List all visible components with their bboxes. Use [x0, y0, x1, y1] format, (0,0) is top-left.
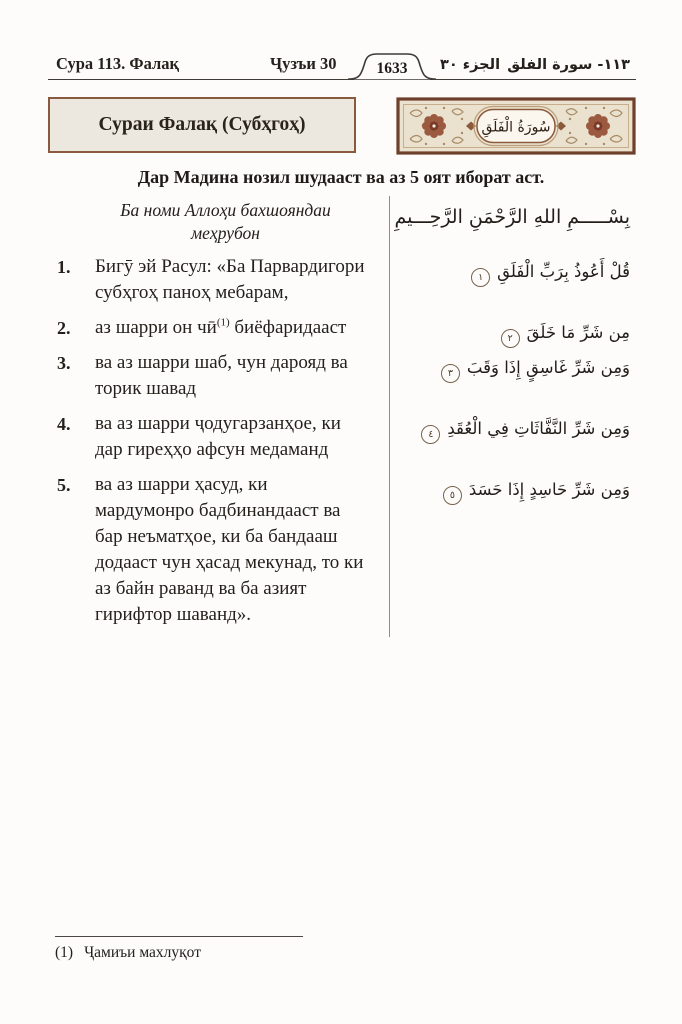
verse-text — [95, 315, 367, 341]
footnote-ref: (1) — [216, 316, 230, 329]
header-juz-label: Ҷузъи 30 — [270, 54, 337, 73]
footnote — [55, 944, 485, 962]
verse-text-after-note: биёфаридааст — [229, 317, 347, 338]
rosette-right-icon — [586, 114, 610, 138]
ayah-end-marker — [471, 268, 490, 287]
verse-arabic — [389, 254, 636, 315]
ayah-end-marker — [421, 425, 440, 444]
header-juz-arabic: الجزء ٣٠ — [440, 57, 501, 73]
header-sura-arabic: ١١٣- سورة الفلق — [507, 57, 630, 73]
verse-text: ва аз шарри ҳасуд, ки мардумонро бадбинандааст ва бар неъматҳое, ки ба бандааш додааст чун ҳасад мекунад, то ки аз байн раванд ва ба азият гирифтор шаванд». — [95, 474, 364, 625]
verse-text: Бигӯ эй Расул: «Ба Парвардигори субҳгоҳ паноҳ мебарам, — [95, 256, 365, 303]
banner-gap — [356, 97, 396, 155]
verse-number: 4. — [57, 414, 71, 434]
ornamental-frame — [396, 97, 636, 155]
basmala-arabic: بِسْـــــمِ اللهِ الرَّحْمَنِ الرَّحِـــيمِ — [389, 196, 636, 254]
verse-number: 2. — [57, 318, 71, 338]
verse-arabic-text: وَمِن شَرِّ غَاسِقٍ إِذَا وَقَبَ — [466, 358, 630, 377]
verse-number: 5. — [57, 475, 71, 495]
title-banner-row — [48, 97, 636, 155]
verse-arabic-text: قُلْ أَعُوذُ بِرَبِّ الْفَلَقِ — [497, 262, 630, 281]
verse-arabic — [389, 411, 636, 472]
verse-row — [48, 411, 389, 472]
verse-row — [48, 254, 389, 315]
ayah-end-marker — [501, 329, 520, 348]
verse-arabic — [389, 350, 636, 411]
footnote-text: Ҷамиъи махлуқот — [84, 944, 201, 961]
footnote-rule — [55, 936, 303, 937]
verse-text: ва аз шарри ҷодугарзанҳое, ки дар гиреҳҳо афсун медаманд — [95, 413, 341, 460]
footnote-marker: (1) — [55, 944, 74, 961]
basmala-translation: Ба номи Аллоҳи бахшояндаи меҳрубон — [120, 200, 331, 243]
verse-number: 3. — [57, 353, 71, 373]
verse-text-before-note: аз шарри он чӣ — [95, 317, 217, 338]
sura-title-text: Сураи Фалақ (Субҳгоҳ) — [98, 114, 306, 135]
verse-row — [48, 472, 389, 637]
verse-arabic-text: وَمِن شَرِّ حَاسِدٍ إِذَا حَسَدَ — [468, 480, 630, 499]
sura-title-box — [48, 97, 356, 153]
ayah-number: ٢ — [507, 333, 513, 344]
header-sura-label: Сура 113. Фалақ — [56, 54, 179, 73]
ayah-end-marker — [443, 486, 462, 505]
page-number: 1633 — [376, 60, 408, 77]
verse-arabic-text: وَمِن شَرِّ النَّفَّاثَاتِ فِي الْعُقَدِ — [447, 419, 630, 438]
revelation-note: Дар Мадина нозил шудааст ва аз 5 оят иборат аст. — [137, 167, 545, 187]
verse-number: 1. — [57, 257, 71, 277]
footnote-section — [55, 936, 485, 962]
verse-text: ва аз шарри шаб, чун дарояд ва торик шавад — [95, 352, 348, 399]
rosette-left-icon — [422, 114, 446, 138]
ayah-number: ٥ — [449, 490, 455, 501]
page-header — [48, 40, 636, 80]
verse-arabic — [389, 472, 636, 637]
verse-arabic-text: مِن شَرِّ مَا خَلَقَ — [526, 323, 630, 342]
page-number-tab — [347, 52, 437, 80]
ayah-number: ٣ — [447, 368, 453, 379]
verse-arabic — [389, 315, 636, 350]
verse-columns — [48, 196, 636, 637]
ayah-end-marker — [441, 364, 460, 383]
verse-row — [48, 315, 389, 350]
ayah-number: ١ — [478, 272, 484, 283]
verse-row — [48, 350, 389, 411]
ayah-number: ٤ — [428, 429, 434, 440]
ornament-title-arabic: سُورَةُ الْفَلَقِ — [481, 119, 551, 136]
